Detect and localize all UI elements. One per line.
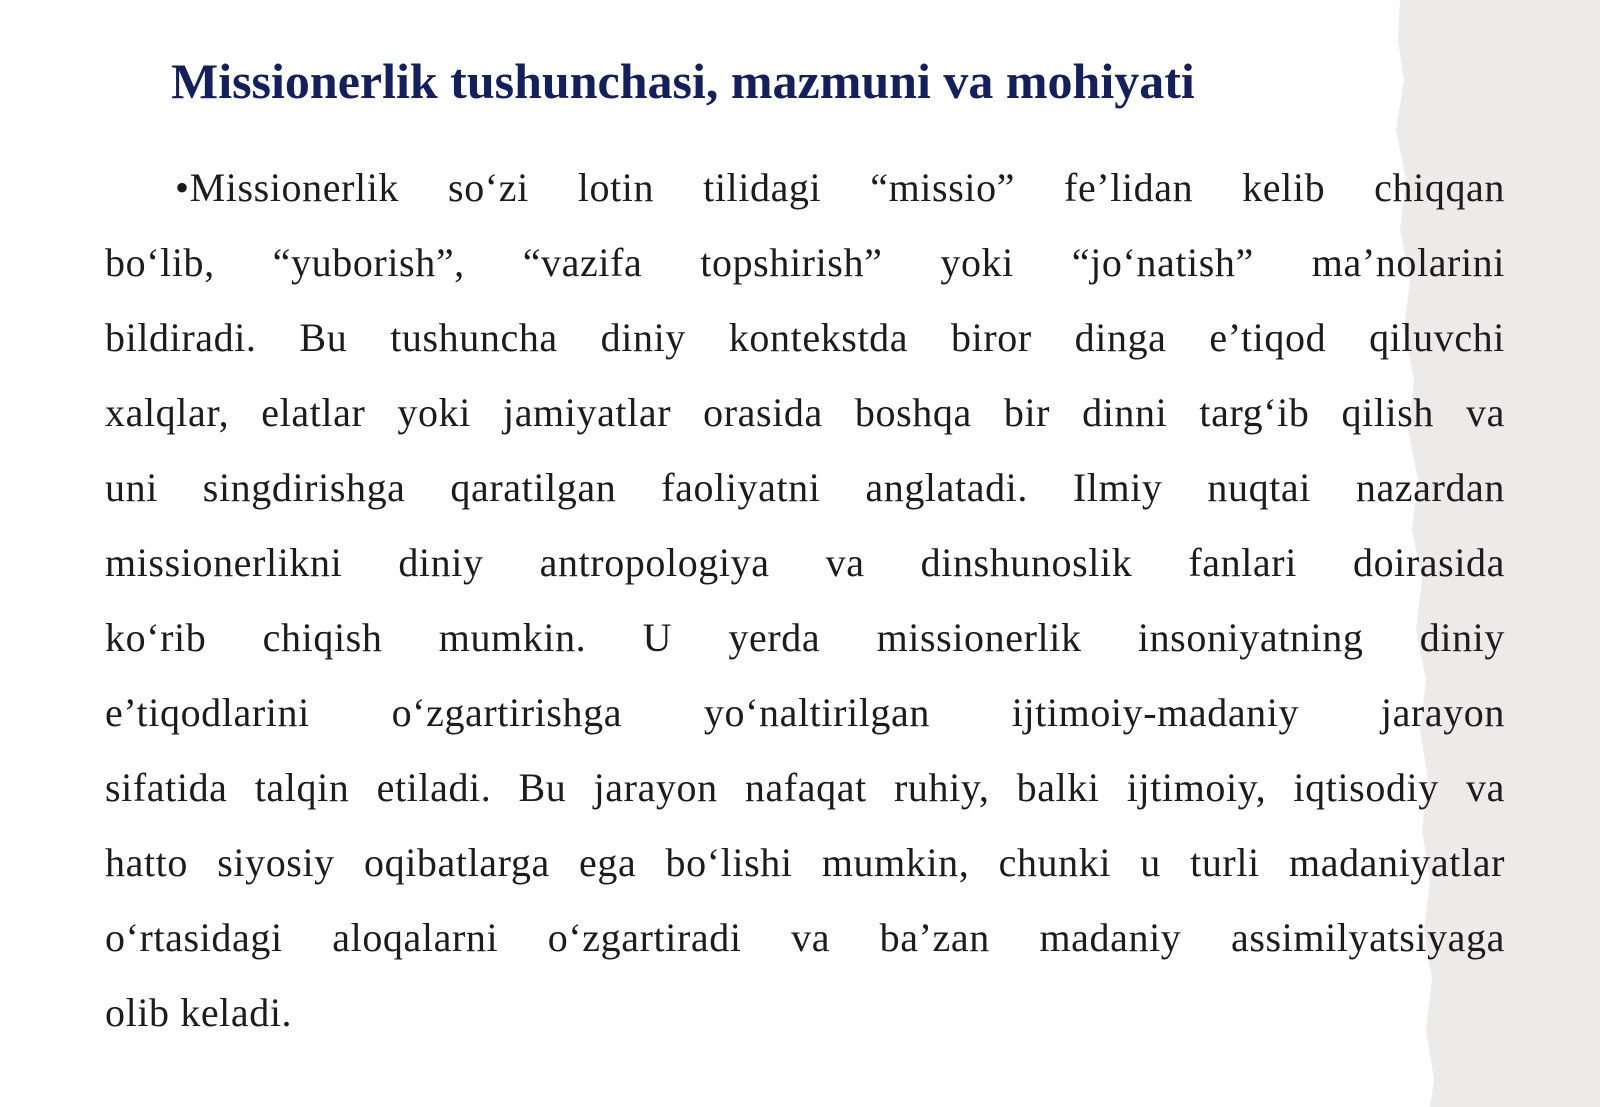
paragraph-line: bildiradi. Bu tushuncha diniy kontekstda biror dinga e’tiqod qiluvchi (105, 315, 1505, 360)
paragraph-line: o‘rtasidagi aloqalarni o‘zgartiradi va ba’zan madaniy assimilyatsiyaga (105, 915, 1505, 960)
paragraph-line: bo‘lib, “yuborish”, “vazifa topshirish” yoki “jo‘natish” ma’nolarini (105, 240, 1505, 285)
paragraph-line: •Missionerlik so‘zi lotin tilidagi “missio” fe’lidan kelib chiqqan (175, 165, 1505, 210)
paragraph-line: e’tiqodlarini o‘zgartirishga yo‘naltirilgan ijtimoiy-madaniy jarayon (105, 690, 1505, 735)
paragraph-line: olib keladi. (105, 990, 293, 1035)
paragraph-line: uni singdirishga qaratilgan faoliyatni anglatadi. Ilmiy nuqtai nazardan (105, 465, 1505, 510)
paragraph-line: xalqlar, elatlar yoki jamiyatlar orasida boshqa bir dinni targ‘ib qilish va (105, 390, 1505, 435)
paragraph-line: missionerlikni diniy antropologiya va dinshunoslik fanlari doirasida (105, 540, 1505, 585)
paragraph-line: sifatida talqin etiladi. Bu jarayon nafaqat ruhiy, balki ijtimoiy, iqtisodiy va (105, 765, 1505, 810)
body-paragraph (105, 150, 1505, 1050)
paragraph-line: hatto siyosiy oqibatlarga ega bo‘lishi mumkin, chunki u turli madaniyatlar (105, 840, 1505, 885)
slide-title: Missionerlik tushunchasi, mazmuni va mohiyati (171, 53, 1195, 109)
paragraph-line: ko‘rib chiqish mumkin. U yerda missionerlik insoniyatning diniy (105, 615, 1505, 660)
